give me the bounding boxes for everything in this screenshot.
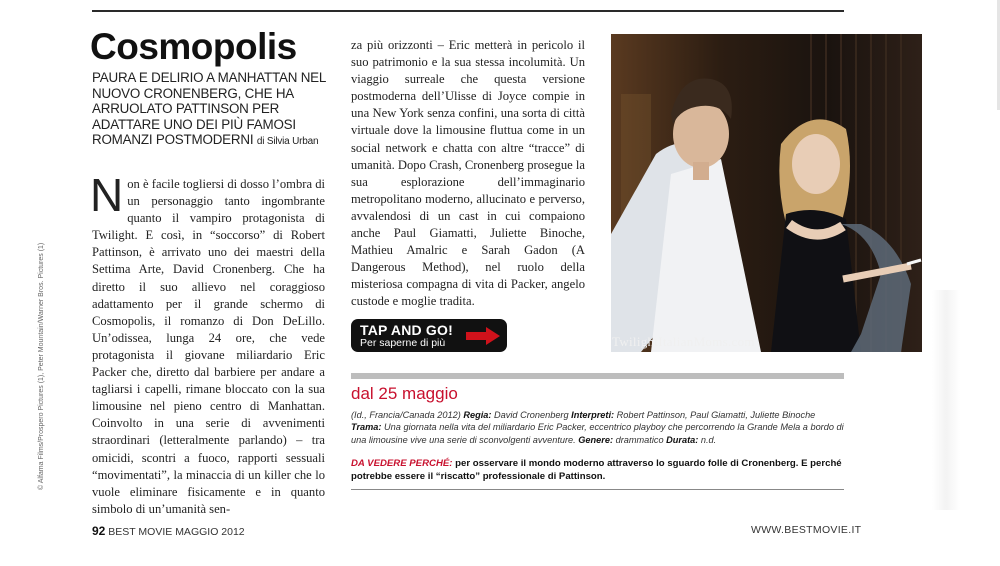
film-still-illustration: [611, 34, 922, 352]
tap-and-go-button[interactable]: [351, 319, 507, 352]
article-column-2: [351, 37, 585, 311]
info-box-bottom-rule: [351, 489, 844, 490]
top-rule: [92, 10, 844, 12]
website-link[interactable]: WWW.BESTMOVIE.IT: [751, 524, 862, 536]
footer-left: [92, 524, 245, 538]
why-watch: [351, 457, 845, 483]
arrow-right-icon: [466, 327, 500, 345]
byline: di Silvia Urban: [256, 136, 319, 148]
interpreti-value: Robert Pattinson, Paul Giamatti, Juliette Binoche: [616, 410, 816, 420]
durata-label: Durata:: [666, 434, 699, 445]
film-details: [351, 409, 845, 446]
interpreti-label: Interpreti:: [571, 410, 615, 420]
subtitle-text: PAURA E DELIRIO A MANHATTAN NEL NUOVO CRONENBERG, CHE HA ARRUOLATO PATTINSON PER ADATTARE UNO DEI PIÙ FAMOSI ROMANZI POSTMODERNI: [92, 70, 326, 148]
tap-and-go-subtitle: Per saperne di più: [360, 337, 446, 349]
genere-label: Genere:: [578, 434, 614, 445]
drop-cap: N: [90, 169, 124, 221]
trama-value: Una giornata nella vita del miliardario Eric Packer, eccentrico playboy che percorrendo la Grande Mela a bordo di una limousine vive una serie di sconvolgenti avventure.: [351, 422, 844, 445]
durata-value: n.d.: [700, 434, 717, 445]
page-shadow: [932, 290, 960, 510]
release-date: dal 25 maggio: [351, 384, 458, 403]
film-still-photo: [611, 34, 922, 352]
why-watch-label: DA VEDERE PERCHÉ:: [351, 458, 453, 469]
genere-value: drammatico: [615, 434, 664, 445]
regia-label: Regia:: [463, 410, 492, 420]
tap-and-go-title: TAP AND GO!: [360, 322, 453, 338]
regia-value: David Cronenberg: [494, 410, 569, 420]
info-box-rule: [351, 373, 844, 379]
photo-credit: © Alfama Films/Prospero Pictures (1), Peter Mountain/Warner Bros. Pictures (1): [38, 242, 45, 490]
film-meta: (Id., Francia/Canada 2012): [351, 410, 461, 420]
trama-label: Trama:: [351, 422, 382, 433]
page-number: 92: [92, 524, 106, 538]
why-watch-text: per osservare il mondo moderno attraverso lo sguardo folle di Cronenberg. E perché potrebbe essere il “riscatto” professionale di Pattinson.: [351, 458, 842, 482]
column-1-text: on è facile togliersi di dosso l’ombra di un personaggio tanto ingombrante quanto il vampiro protagonista di Twilight. E così, in “soccorso” di Robert Pattinson, è arrivato uno dei maestri della Settima Arte, David Cronenberg. Che ha diretto il suo allievo nel coraggioso adattamento per il grande schermo di Cosmopolis, il romanzo di Don DeLillo. Un’odissea, lunga 24 ore, che vede protagonista il giovane miliardario Eric Packer che, diretto dal barbiere per andare a tagliarsi i capelli, rimane bloccato con la sua limousine nel pieno centro di Manhattan. Coinvolto in una serie di avvenimenti straordinari (letteralmente parlando) – tra omicidi, scontri a fuoco, rapporti sessuali “movimentati”, la minaccia di un killer che lo vuole eliminare fisicamente e in quanto simbolo di un’umanità sen-: [92, 177, 325, 516]
article-column-1: [90, 169, 325, 518]
photo-watermark: TwilightItalianMoms.com: [612, 334, 755, 349]
article-title: Cosmopolis: [90, 26, 297, 67]
column-2-text: za più orizzonti – Eric metterà in pericolo il suo patrimonio e la sua stessa incolumità. Un viaggio surreale che questa versione postmoderna dell’Ulisse di Joyce compie in una New York senza confini, una sorta di città virtuale dove la limousine fluttua come in un social network e chatta con altre “tracce” di umanità. Dopo Crash, Cronenberg prosegue la sua esplorazione dell’immaginario metropolitano moderno, allucinato e perverso, avvalendosi di un cast in cui compaiono anche Paul Giamatti, Juliette Binoche, Mathieu Amalric e Sarah Gadon (A Dangerous Method), nel ruolo della misteriosa compagna di vita di Packer, angelo custode e moglie tradita.: [351, 38, 585, 309]
article-subtitle: [92, 70, 327, 150]
magazine-issue: BEST MOVIE MAGGIO 2012: [108, 526, 245, 538]
